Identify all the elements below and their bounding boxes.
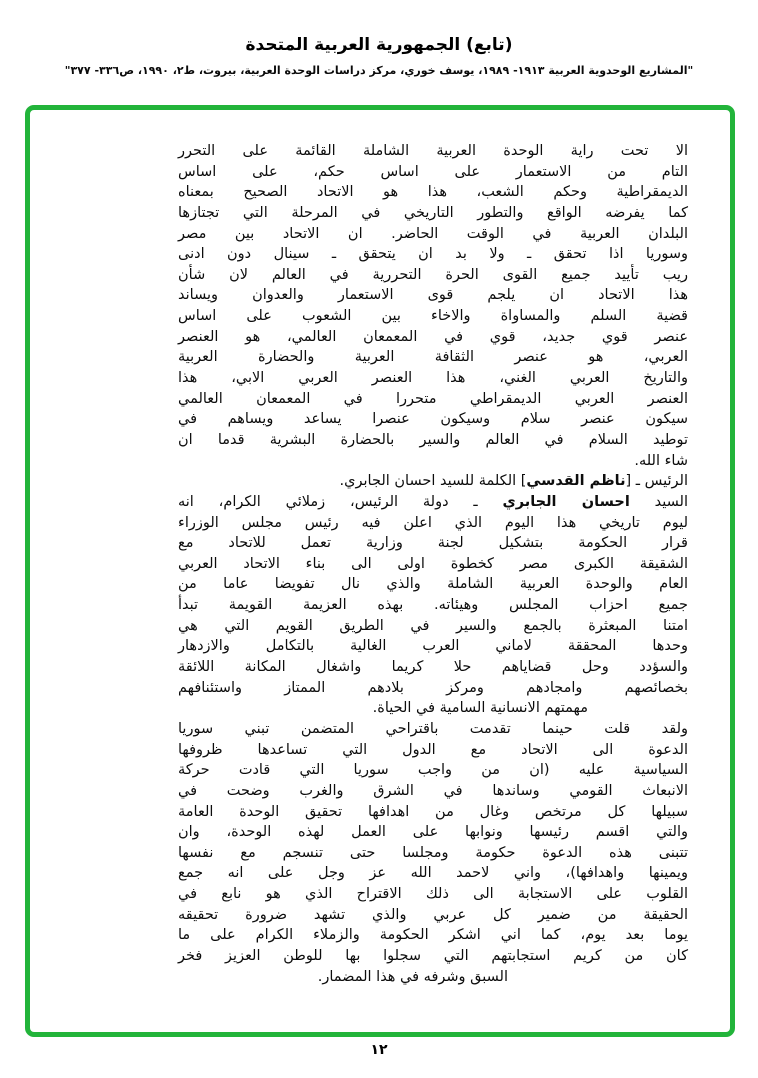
text-line: [178, 843, 688, 864]
paragraph: [178, 471, 688, 492]
text-line: [178, 327, 688, 348]
text-line: [178, 244, 688, 265]
text-line: [178, 884, 688, 905]
text-line: [178, 409, 688, 430]
text-segment: والسؤدد وحل قضاياهم حلا كريما واشغال المكانة اللائقة: [178, 659, 688, 676]
text-line: [178, 946, 688, 967]
text-segment: الدعوة الى الاتحاد مع الدول التي تساعدها ظروفها: [178, 741, 688, 758]
text-line: [178, 430, 688, 451]
text-line: [178, 265, 688, 286]
text-segment: عنصر قوي جديد، قوي في المعمعان العالمي، هو العنصر: [178, 328, 688, 345]
text-segment: هذا الاتحاد ان يلجم قوى الاستعمار والعدوان ويساند: [178, 287, 688, 304]
body-text: [178, 141, 688, 987]
text-segment: السيد: [629, 493, 688, 510]
bold-text-segment: احسان الجابري: [502, 493, 630, 510]
text-segment: السياسية عليه (ان من واجب سوريا التي قادت حركة: [178, 762, 688, 779]
text-segment: ريب تأييد جميع القوى الحرة التحررية في العالم لان شأن: [178, 266, 688, 283]
page-number: ١٢: [370, 1042, 388, 1058]
text-segment: وسوريا اذا تحقق ـ ولا بد ان يتحقق ـ سينال دون ادنى: [178, 246, 688, 263]
text-segment: التام من الاستعمار على اساس حكم، على اساس: [178, 163, 688, 180]
paragraph: [178, 141, 688, 471]
text-line: [178, 224, 688, 245]
paragraph: [178, 719, 688, 987]
text-line: [178, 822, 688, 843]
text-line: [178, 925, 688, 946]
text-segment: كان من كريم استجابتهم التي سجلوا بها للوطن العزيز فخر: [178, 947, 688, 964]
text-line: [178, 616, 688, 637]
text-segment: بخصائصهم وامجادهم ومركز بلادهم الممتاز واستئنافهم: [178, 679, 688, 696]
text-line: [178, 657, 688, 678]
text-segment: يوما بعد يوم، كما اني اشكر الحكومة والزملاء الكرام على ما: [178, 927, 688, 944]
text-segment: والتي اقسم رئيسها ونوابها على العمل لهذه الوحدة، وان: [178, 824, 688, 841]
text-line: [178, 554, 688, 575]
text-segment: الشقيقة الكبرى مصر كخطوة اولى الى بناء الاتحاد العربي: [178, 555, 688, 572]
page-title: (تابع) الجمهورية العربية المتحدة: [245, 35, 513, 55]
text-segment: الا تحت راية الوحدة العربية الشاملة القائمة على التحرر: [178, 143, 688, 159]
text-line: [178, 285, 688, 306]
text-segment: توطيد السلام في العالم والسير بالحضارة البشرية قدما ان: [178, 431, 688, 448]
text-line: [178, 636, 688, 657]
text-segment: شاء الله.: [634, 452, 688, 469]
text-segment: كما يفرضه الواقع والتطور التاريخي في المرحلة التي تجتازها: [178, 204, 688, 221]
text-segment: امتنا المبعثرة بالجمع والسير في الطريق القويم التي هي: [178, 617, 688, 634]
text-line: [178, 347, 688, 368]
text-segment: القلوب على الاستجابة الى ذلك الاقتراح الذي هو نابع في: [178, 886, 688, 903]
text-segment: تتبنى هذه الدعوة حكومة ومجلسا حتى تنسجم مع نفسها: [178, 844, 688, 861]
text-segment: ليوم تاريخي هذا اليوم الذي اعلن فيه رئيس مجلس الوزراء: [178, 514, 688, 531]
text-segment: قضية السلم والمساواة والاخاء بين الشعوب على اساس: [178, 308, 688, 325]
text-segment: الديمقراطية وحكم الشعب، هذا هو الاتحاد الصحيح بمعناه: [178, 184, 688, 201]
text-line: [178, 306, 688, 327]
text-segment: سبيلها كل مرتخص وغال من اهدافها تحقيق الوحدة العامة: [178, 803, 688, 820]
text-segment: الانبعاث القومي وساندها في الشرق والغرب وضحت في: [178, 782, 688, 799]
text-line: [178, 802, 688, 823]
text-segment: وحدها المحققة لاماني العرب الغالية بالتكامل والازدهار: [178, 638, 688, 655]
text-line: [178, 678, 688, 699]
text-line: [178, 513, 688, 534]
text-line: [178, 492, 688, 513]
text-line: [178, 471, 688, 492]
text-segment: الحقيقة من ضمير كل عربي والذي تشهد ضرورة تحقيقه: [178, 906, 688, 923]
text-line: [178, 533, 688, 554]
text-segment: السبق وشرفه في هذا المضمار.: [317, 968, 508, 985]
text-segment: مهمتهم الانسانية السامية في الحياة.: [372, 700, 588, 717]
text-line: [178, 203, 688, 224]
text-line: [178, 182, 688, 203]
text-segment: جميع احزاب المجلس وهيئاته. بهذه العزيمة القويمة تبدأ: [178, 597, 688, 614]
text-line: [178, 698, 688, 719]
text-line: [178, 141, 688, 162]
paragraph: [178, 492, 688, 719]
text-line: [178, 781, 688, 802]
text-line: [178, 760, 688, 781]
text-segment: العربي، هو عنصر الثقافة العربية والحضارة العربية: [178, 349, 688, 366]
text-line: [178, 740, 688, 761]
text-segment: الرئيس ـ [: [625, 473, 688, 490]
text-line: [178, 389, 688, 410]
text-line: [178, 967, 688, 988]
text-segment: سيكون عنصر سلام وسيكون عنصرا يساعد ويساهم في: [178, 411, 688, 428]
text-line: [178, 368, 688, 389]
text-segment: العام والوحدة العربية الشاملة والذي نال تفويضا عاما من: [178, 576, 688, 593]
text-segment: ويمينها واهدافها)، واني لاحمد الله عز وجل على انه جمع: [178, 865, 688, 882]
text-line: [178, 574, 688, 595]
text-line: [178, 595, 688, 616]
text-segment: قرار الحكومة بتشكيل لجنة وزارية تعمل للاتحاد مع: [178, 535, 688, 552]
text-line: [178, 451, 688, 472]
text-segment: والتاريخ العربي الغني، هذا العنصر العربي الابي، هذا: [178, 370, 688, 387]
text-line: [178, 719, 688, 740]
text-segment: العنصر العربي الديمقراطي متحررا في المعمعان العالمي: [178, 390, 688, 407]
text-segment: ] الكلمة للسيد احسان الجابري.: [339, 473, 527, 490]
source-citation: "المشاريع الوحدوية العربية ١٩١٣- ١٩٨٩، يوسف خوري، مركز دراسات الوحدة العربية، بيروت، ط٢، ١٩٩٠، ص٣٣٦- ٣٧٧": [64, 64, 694, 77]
text-segment: ـ دولة الرئيس، زملائي الكرام، انه: [178, 493, 503, 510]
text-segment: البلدان العربية في الوقت الحاضر. ان الاتحاد بين مصر: [178, 225, 688, 242]
bold-text-segment: ناظم القدسي: [526, 473, 626, 490]
text-line: [178, 863, 688, 884]
text-line: [178, 905, 688, 926]
text-segment: ولقد قلت حينما تقدمت باقتراحي المتضمن تبني سوريا: [178, 720, 688, 737]
text-line: [178, 162, 688, 183]
